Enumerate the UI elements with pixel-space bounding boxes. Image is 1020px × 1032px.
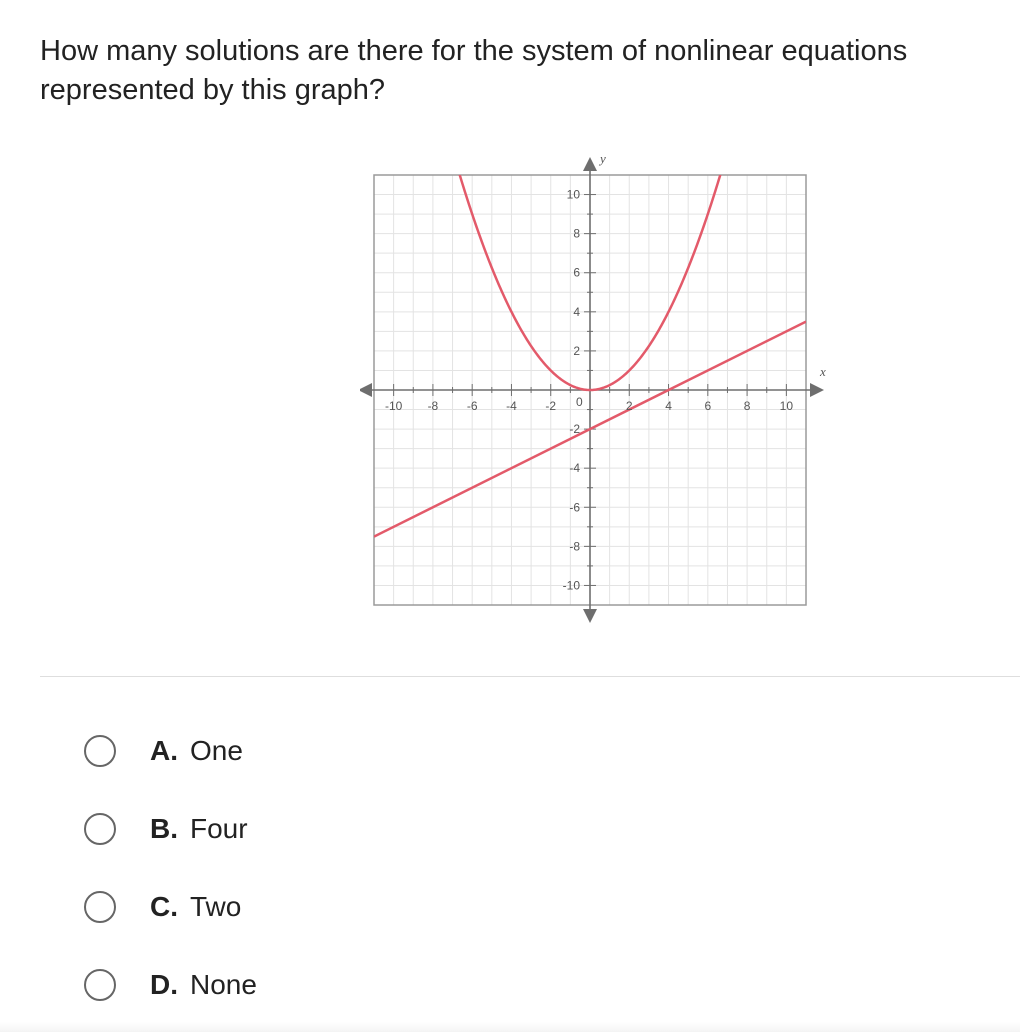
x-tick-label: -10	[384, 399, 403, 413]
y-tick-label: 4	[573, 304, 580, 319]
x-axis-arrow-right-icon	[810, 383, 824, 397]
radio-button-icon[interactable]	[84, 813, 116, 845]
choice-label: None	[190, 969, 257, 1000]
y-tick-label: -2	[569, 422, 580, 437]
radio-button-icon[interactable]	[84, 735, 116, 767]
graph-figure	[360, 150, 840, 640]
choice-letter: D.	[150, 969, 178, 1000]
y-tick-label: -6	[569, 500, 580, 515]
y-axis-arrow-down-icon	[583, 609, 597, 623]
y-tick-label: 2	[573, 343, 580, 358]
y-axis-arrow-up-icon	[583, 157, 597, 171]
choice-label: Two	[190, 891, 242, 922]
radio-button-icon[interactable]	[84, 969, 116, 1001]
y-axis-label: y	[600, 151, 606, 166]
x-tick-label: -6	[466, 399, 478, 413]
choice-a[interactable]	[84, 728, 257, 774]
section-divider	[40, 676, 1020, 677]
choice-label: Four	[190, 813, 248, 844]
tick-labels	[385, 151, 826, 592]
x-axis-label: x	[820, 364, 826, 379]
x-tick-label: 10	[779, 399, 794, 413]
y-tick-label: 6	[573, 265, 580, 280]
choice-c[interactable]	[84, 884, 257, 930]
bottom-edge	[0, 1022, 1020, 1032]
x-tick-label: -4	[506, 399, 517, 413]
choice-letter: A.	[150, 735, 178, 766]
origin-label: 0	[576, 395, 583, 409]
y-tick-label: -8	[569, 539, 580, 554]
x-tick-label: -2	[545, 399, 557, 413]
radio-button-icon[interactable]	[84, 891, 116, 923]
choice-b[interactable]	[84, 806, 257, 852]
y-tick-label: 10	[566, 187, 580, 202]
y-tick-label: 8	[573, 226, 580, 241]
y-tick-label: -4	[569, 461, 580, 476]
choice-letter: B.	[150, 813, 178, 844]
x-tick-label: 6	[704, 399, 712, 413]
question-text: How many solutions are there for the system of nonlinear equations represented by this graph?	[40, 35, 908, 106]
x-tick-label: -8	[427, 399, 439, 413]
x-tick-label: 4	[665, 399, 672, 413]
x-axis-arrow-left-icon	[360, 383, 372, 397]
coordinate-graph	[360, 150, 840, 640]
choice-d[interactable]	[84, 962, 257, 1008]
x-tick-label: 8	[743, 399, 751, 413]
answer-choices	[84, 728, 257, 1032]
choice-letter: C.	[150, 891, 178, 922]
x-tick-label: 2	[625, 399, 633, 413]
choice-label: One	[190, 735, 243, 766]
y-tick-label: -10	[562, 578, 580, 593]
